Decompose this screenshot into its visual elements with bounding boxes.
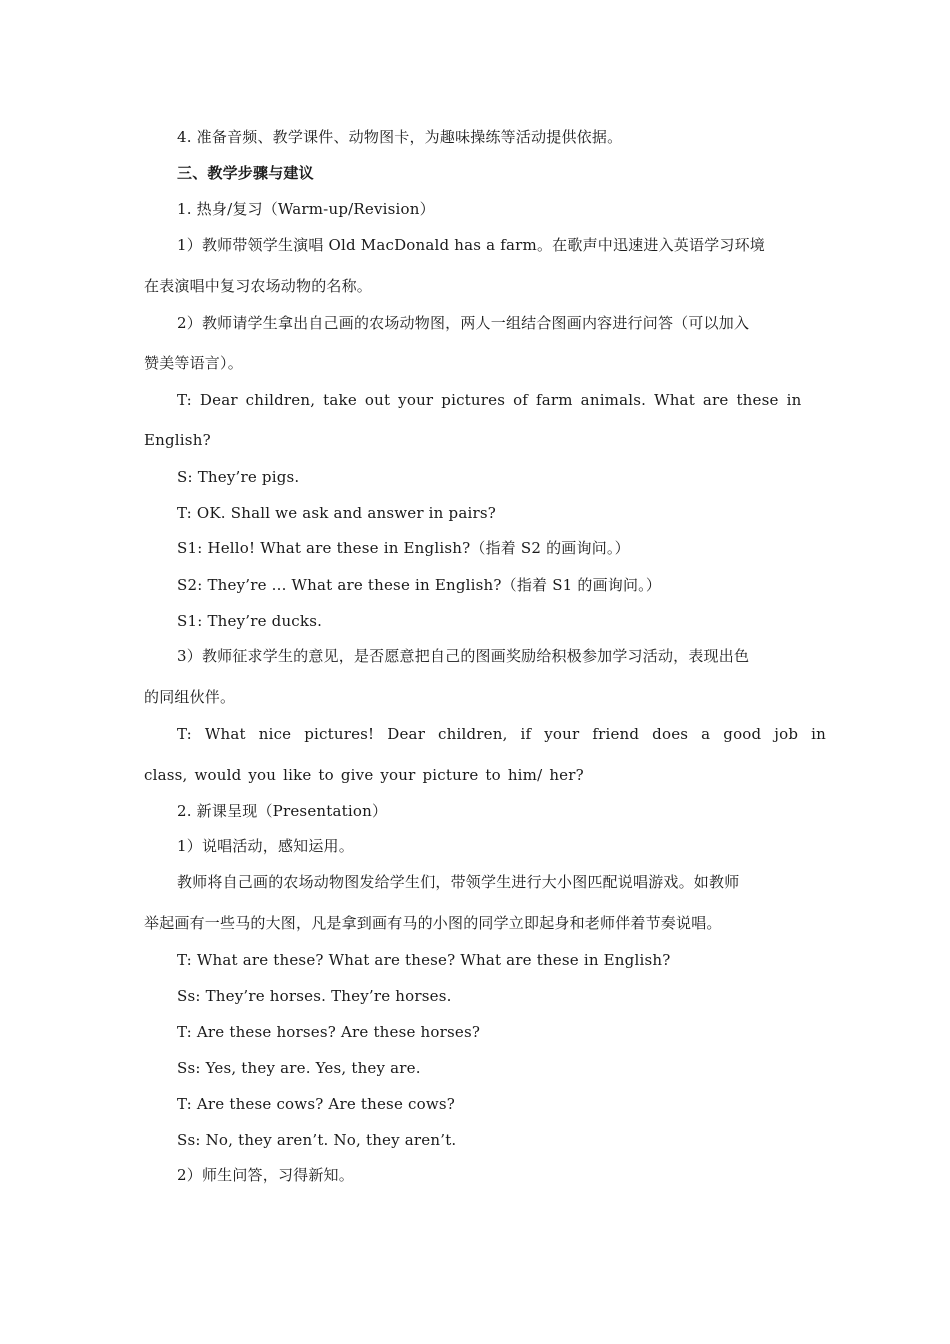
paragraph-line: 教师将自己画的农场动物图发给学生们，带领学生进行大小图匹配说唱游戏。如教师 bbox=[177, 873, 740, 891]
dialogue-line: T: OK. Shall we ask and answer in pairs? bbox=[177, 504, 496, 522]
prep-item-4: 4. 准备音频、教学课件、动物图卡，为趣味操练等活动提供依据。 bbox=[177, 128, 623, 146]
chant-line: Ss: Yes, they are. Yes, they are. bbox=[177, 1059, 421, 1077]
dialogue-line: S1: They’re ducks. bbox=[177, 612, 323, 630]
dialogue-line: English? bbox=[144, 431, 211, 449]
dialogue-line: class, would you like to give your picture to him/ her? bbox=[144, 766, 584, 784]
step-1-heading: 1. 热身/复习（Warm-up/Revision） bbox=[177, 200, 435, 218]
step-2-heading: 2. 新课呈现（Presentation） bbox=[177, 802, 388, 820]
dialogue-line: S1: Hello! What are these in English?（指着 S2 的画询问。） bbox=[177, 539, 630, 557]
chant-line: T: What are these? What are these? What are these in English? bbox=[177, 951, 671, 969]
paragraph-line: 在表演唱中复习农场动物的名称。 bbox=[144, 277, 373, 295]
dialogue-line: S: They’re pigs. bbox=[177, 468, 300, 486]
paragraph-line: 2）教师请学生拿出自己画的农场动物图，两人一组结合图画内容进行问答（可以加入 bbox=[177, 314, 750, 332]
dialogue-line: T: Dear children, take out your pictures of farm animals. What are these in bbox=[177, 391, 802, 409]
section-heading-teaching-steps: 三、教学步骤与建议 bbox=[177, 164, 314, 182]
paragraph-line: 举起画有一些马的大图，凡是拿到画有马的小图的同学立即起身和老师伴着节奏说唱。 bbox=[144, 914, 722, 932]
paragraph-line: 的同组伙伴。 bbox=[144, 688, 236, 706]
paragraph-line: 1）教师带领学生演唱 Old MacDonald has a farm。在歌声中迅速进入英语学习环境 bbox=[177, 236, 765, 254]
chant-line: T: Are these cows? Are these cows? bbox=[177, 1095, 455, 1113]
paragraph-line: 3）教师征求学生的意见，是否愿意把自己的图画奖励给积极参加学习活动，表现出色 bbox=[177, 647, 750, 665]
activity-heading: 1）说唱活动，感知运用。 bbox=[177, 837, 354, 855]
chant-line: Ss: No, they aren’t. No, they aren’t. bbox=[177, 1131, 457, 1149]
paragraph-line: 赞美等语言）。 bbox=[144, 354, 243, 372]
dialogue-line: T: What nice pictures! Dear children, if your friend does a good job in bbox=[177, 725, 827, 743]
dialogue-line: S2: They’re ... What are these in English?（指着 S1 的画询问。） bbox=[177, 576, 662, 594]
chant-line: Ss: They’re horses. They’re horses. bbox=[177, 987, 452, 1005]
chant-line: T: Are these horses? Are these horses? bbox=[177, 1023, 481, 1041]
activity-heading: 2）师生问答，习得新知。 bbox=[177, 1166, 354, 1184]
